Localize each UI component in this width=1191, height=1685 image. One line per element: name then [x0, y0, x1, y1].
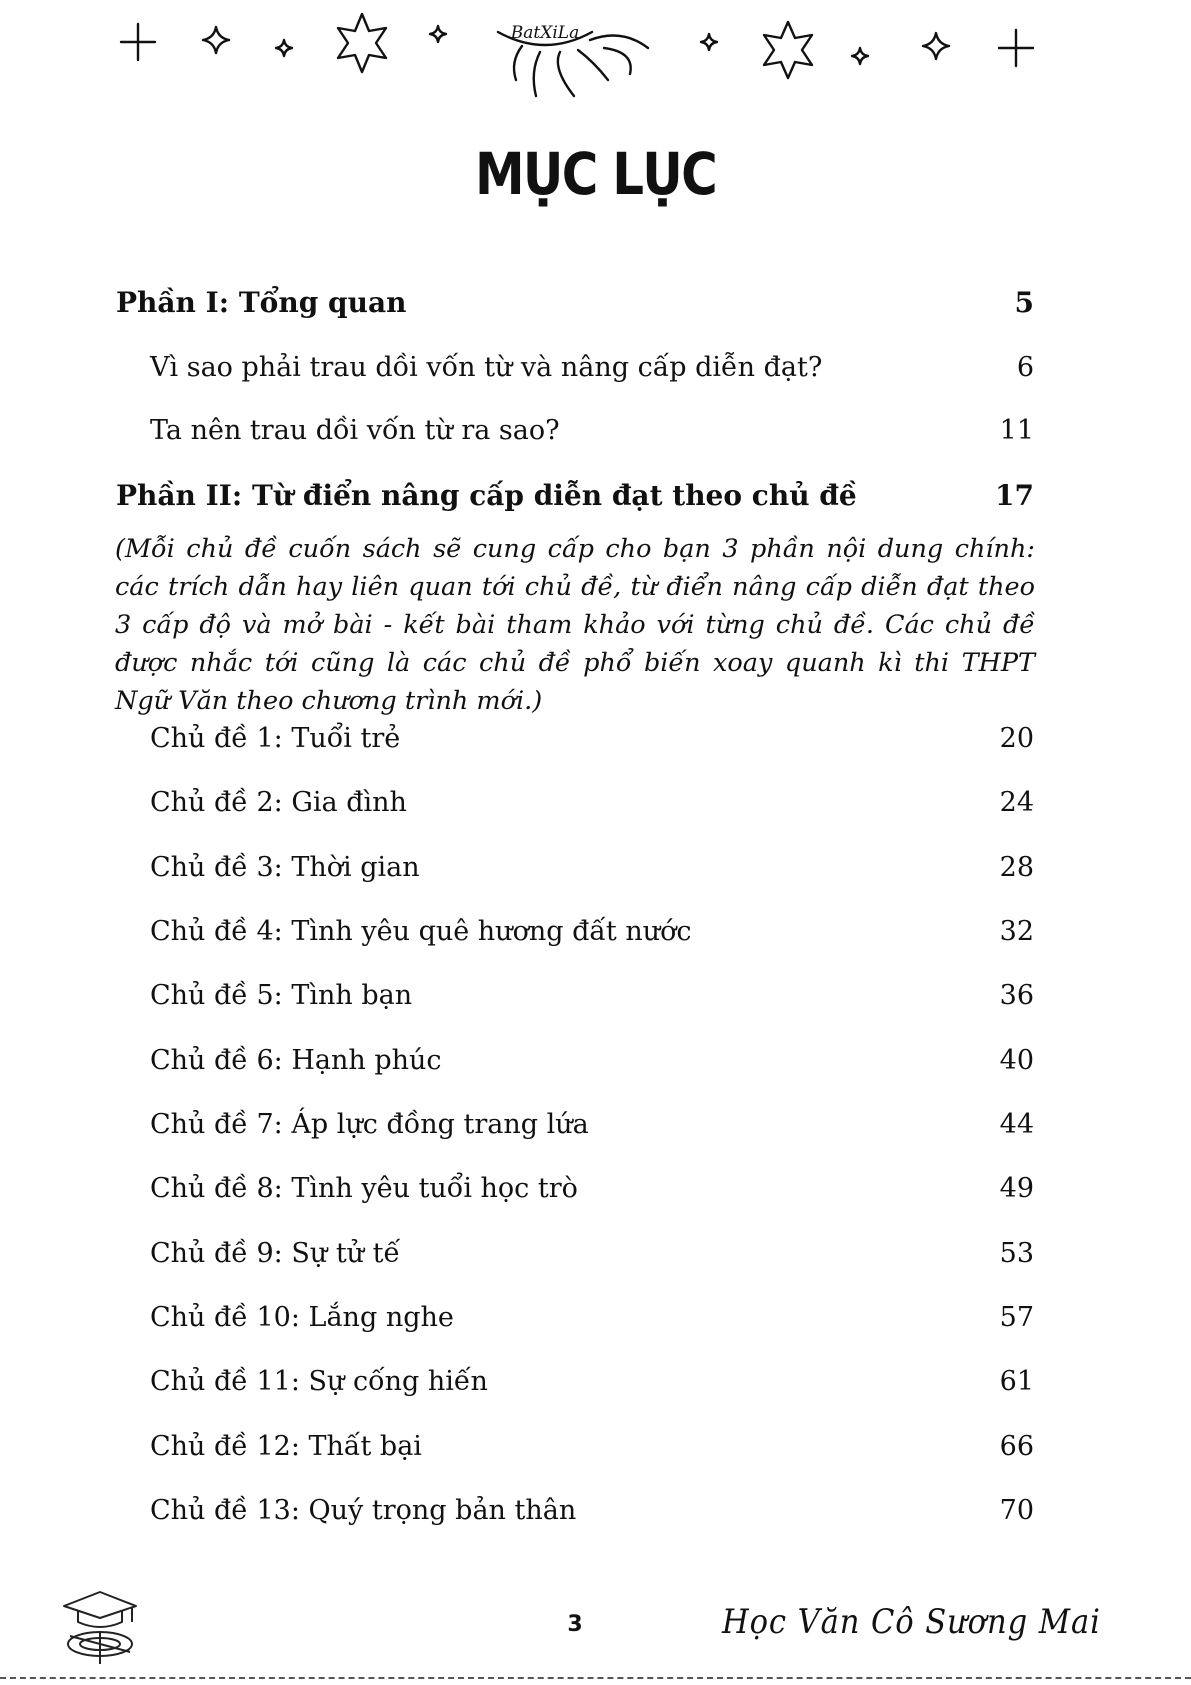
diamond-star-icon: [203, 27, 229, 53]
toc-topic-label: Chủ đề 6: Hạnh phúc: [150, 1045, 442, 1076]
toc-topic: [0, 1238, 1191, 1288]
diamond-star-icon: [852, 48, 868, 64]
header-ornament: [0, 0, 1191, 110]
toc-part-2: [0, 479, 1191, 529]
toc-topic: [0, 1109, 1191, 1159]
part-2-note: (Mỗi chủ đề cuốn sách sẽ cung cấp cho bạn 3 phần nội dung chính: các trích dẫn hay liên quan tới chủ đề, từ điển nâng cấp diễn đạt theo 3 cấp độ và mở bài - kết bài tham khảo với từng chủ đề. Các chủ đề được nhắc tới cũng là các chủ đề phổ biến xoay quanh kì thi THPT Ngữ Văn theo chương trình mới.): [115, 534, 1035, 716]
toc-page-number: 5: [1014, 286, 1034, 319]
toc-part-label: Phần II: Từ điển nâng cấp diễn đạt theo chủ đề: [116, 479, 857, 512]
graduation-cap-logo-icon: [58, 1588, 142, 1668]
six-point-star-icon: [338, 14, 386, 72]
diamond-star-icon: [923, 33, 949, 59]
page-number: 3: [567, 1612, 583, 1637]
toc-topic: [0, 1431, 1191, 1481]
toc-topic: [0, 916, 1191, 966]
toc-topic-label: Chủ đề 5: Tình bạn: [150, 980, 413, 1011]
toc-topic: [0, 1173, 1191, 1223]
toc-topic-label: Chủ đề 8: Tình yêu tuổi học trò: [150, 1173, 578, 1204]
toc-topic: [0, 1366, 1191, 1416]
toc-page-number: 11: [999, 415, 1034, 446]
toc-page-number: 20: [999, 723, 1034, 754]
toc-page-number: 53: [999, 1238, 1034, 1269]
toc-page-number: 24: [999, 787, 1034, 818]
toc-page-number: 57: [999, 1302, 1034, 1333]
toc-page-number: 17: [995, 479, 1034, 512]
toc-item-label: Ta nên trau dồi vốn từ ra sao?: [150, 415, 560, 446]
scan-edge-divider: [0, 1677, 1191, 1679]
cross-star-icon: [999, 30, 1033, 66]
toc-page-number: 6: [1016, 352, 1034, 383]
diamond-star-icon: [430, 26, 446, 42]
toc-topic-label: Chủ đề 3: Thời gian: [150, 852, 420, 883]
toc-item: [0, 352, 1191, 402]
toc-topic-label: Chủ đề 10: Lắng nghe: [150, 1302, 454, 1333]
toc-topic: [0, 787, 1191, 837]
toc-topic: [0, 980, 1191, 1030]
toc-topic-label: Chủ đề 12: Thất bại: [150, 1431, 422, 1462]
toc-topic: [0, 723, 1191, 773]
page-title: MỤC LỤC: [475, 140, 716, 208]
toc-topic-label: Chủ đề 2: Gia đình: [150, 787, 407, 818]
toc-topic-label: Chủ đề 11: Sự cống hiến: [150, 1366, 488, 1397]
toc-topic: [0, 1302, 1191, 1352]
toc-page-number: 49: [999, 1173, 1034, 1204]
toc-topic-label: Chủ đề 1: Tuổi trẻ: [150, 723, 401, 754]
toc-page-number: 32: [999, 916, 1034, 947]
toc-page-number: 28: [999, 852, 1034, 883]
toc-item: [0, 415, 1191, 465]
brand-signature: Học Văn Cô Sương Mai: [722, 1602, 1101, 1642]
toc-topic: [0, 1495, 1191, 1545]
diamond-star-icon: [276, 40, 292, 56]
toc-page-number: 61: [999, 1366, 1034, 1397]
toc-page-number: 66: [999, 1431, 1034, 1462]
toc-topic: [0, 852, 1191, 902]
diamond-star-icon: [701, 34, 717, 50]
toc-topic-label: Chủ đề 7: Áp lực đồng trang lứa: [150, 1109, 589, 1140]
six-point-star-icon: [764, 22, 812, 78]
toc-topic-label: Chủ đề 4: Tình yêu quê hương đất nước: [150, 916, 692, 947]
header-logo-text: BatXiLa: [510, 23, 580, 43]
toc-item-label: Vì sao phải trau dồi vốn từ và nâng cấp diễn đạt?: [150, 352, 823, 383]
toc-page-number: 44: [999, 1109, 1034, 1140]
cross-star-icon: [121, 24, 155, 60]
toc-topic-label: Chủ đề 13: Quý trọng bản thân: [150, 1495, 577, 1526]
toc-topic-label: Chủ đề 9: Sự tử tế: [150, 1238, 401, 1269]
toc-part-1: [0, 286, 1191, 336]
toc-page-number: 70: [999, 1495, 1034, 1526]
toc-page-number: 40: [999, 1045, 1034, 1076]
toc-page-number: 36: [999, 980, 1034, 1011]
toc-topic: [0, 1045, 1191, 1095]
toc-part-label: Phần I: Tổng quan: [116, 286, 407, 319]
